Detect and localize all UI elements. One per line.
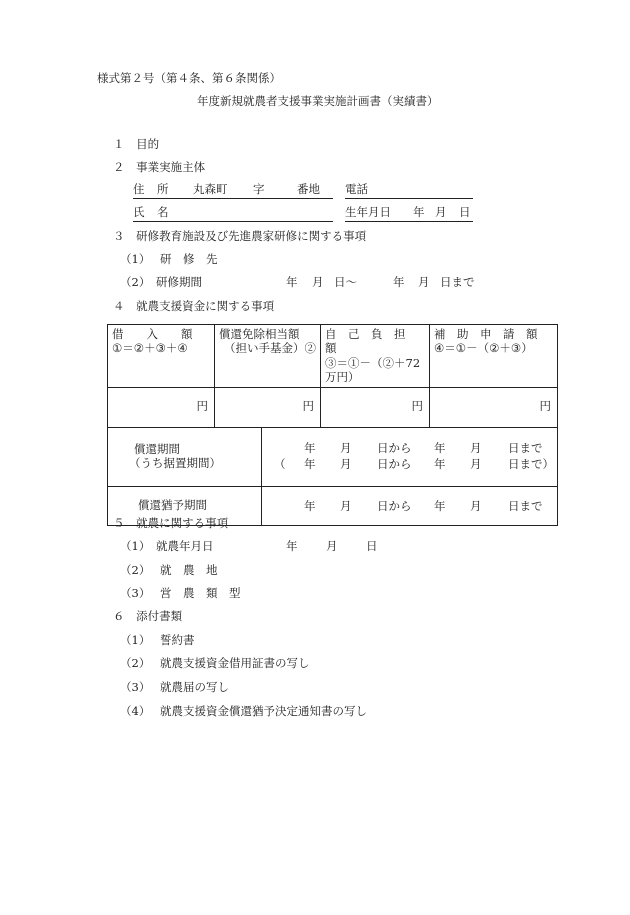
header-top: 借 入 額: [112, 327, 193, 341]
dob-day: 日: [459, 205, 471, 219]
section-number: １: [113, 137, 125, 151]
header-top: 自 己 負 担 額: [325, 327, 417, 356]
section-label: 事業実施主体: [136, 160, 206, 174]
header-subsidy-request: [430, 325, 558, 388]
end-year: 年: [434, 456, 446, 471]
training-site-item: [120, 253, 217, 267]
section-label: 添付書類: [136, 609, 183, 623]
start-month: 月: [340, 440, 352, 455]
form-id: 様式第２号（第４条、第６条関係）: [97, 71, 281, 85]
item-label: 誓約書: [159, 633, 195, 647]
item-label: 営 農 類 型: [159, 586, 241, 600]
item-number: （1）: [120, 252, 151, 266]
paren-open: （: [274, 456, 286, 471]
end-month: 月: [470, 456, 482, 471]
end-month: 月: [418, 275, 430, 289]
end-year: 年: [434, 498, 446, 513]
grace-period-label: 償還猶予期間: [138, 497, 207, 512]
section-3: [113, 230, 366, 244]
item-number: （2）: [120, 275, 151, 289]
funding-table: [107, 324, 558, 526]
end-until-close: 日まで）: [508, 456, 554, 471]
section-4: [113, 300, 274, 314]
section-1: [113, 138, 159, 152]
start-year: 年: [304, 456, 316, 471]
item-label: 就農支援資金借用証書の写し: [159, 656, 310, 670]
start-year: 年: [304, 440, 316, 455]
start-from: 日から: [377, 498, 412, 513]
address-aza: 字: [253, 182, 265, 196]
end-day: 日まで: [440, 275, 475, 289]
loan-amount-cell[interactable]: [108, 387, 215, 427]
dob-year: 年: [413, 205, 425, 219]
self-burden-cell[interactable]: [321, 387, 430, 427]
table-header-row: [108, 325, 558, 388]
section-6: [113, 610, 182, 624]
start-year: 年: [286, 539, 298, 553]
item-number: （4）: [120, 704, 151, 718]
repayment-period-row: [108, 427, 558, 486]
repayment-period-label-cell: [108, 427, 262, 486]
subsidy-request-cell[interactable]: [430, 387, 558, 427]
item-number: （2）: [120, 563, 151, 577]
end-month: 月: [470, 440, 482, 455]
item-number: （2）: [120, 656, 151, 670]
table-value-row: [108, 387, 558, 427]
header-bottom: ①＝②＋③＋④: [112, 341, 188, 356]
start-month: 月: [340, 456, 352, 471]
yen-unit: 円: [411, 399, 423, 414]
start-month: 月: [326, 539, 338, 553]
section-5: [113, 517, 228, 531]
header-top: 補 助 申 請 額: [434, 327, 538, 341]
start-month: 月: [340, 498, 352, 513]
header-bottom: （担い手基金）②: [224, 341, 316, 356]
dob-field[interactable]: [345, 206, 473, 222]
section-number: ５: [113, 516, 125, 530]
section-label: 研修教育施設及び先進農家研修に関する事項: [136, 229, 367, 243]
yen-unit: 円: [196, 399, 208, 414]
section-number: ６: [113, 609, 125, 623]
address-field[interactable]: [133, 183, 333, 199]
grace-period-dates[interactable]: [262, 486, 558, 525]
attachment-item: [120, 681, 229, 695]
end-until: 日まで: [508, 440, 543, 455]
item-label: 研 修 先: [159, 252, 218, 266]
section-2: [113, 161, 205, 175]
header-loan-amount: [108, 325, 215, 388]
section-number: ３: [113, 229, 125, 243]
repayment-date-line: [262, 442, 558, 456]
address-banchi: 番地: [297, 182, 320, 196]
yen-unit: 円: [302, 399, 314, 414]
start-day: 日～: [334, 275, 357, 289]
section-label: 就農支援資金に関する事項: [136, 299, 275, 313]
attachment-item: [120, 657, 309, 671]
header-self-burden: [321, 325, 430, 388]
name-label-1: 氏: [133, 205, 145, 219]
farming-start-item: [120, 540, 380, 555]
section-number: ２: [113, 160, 125, 174]
item-label: 就農届の写し: [159, 680, 229, 694]
item-label: 就農年月日: [156, 539, 214, 553]
grace-date-line: [262, 500, 558, 514]
item-number: （3）: [120, 586, 151, 600]
exemption-amount-cell[interactable]: [215, 387, 321, 427]
start-from: 日から: [377, 456, 412, 471]
start-day: 日: [366, 539, 378, 553]
attachment-item: [120, 705, 367, 719]
start-month: 月: [312, 275, 324, 289]
page-title: 年度新規就農者支援事業実施計画書（実績書）: [197, 94, 439, 108]
farmland-item: [120, 564, 217, 578]
end-year: 年: [434, 440, 446, 455]
deferment-period-label: （うち据置期間）: [129, 455, 221, 470]
address-town: 丸森町: [193, 182, 228, 196]
repayment-period-dates[interactable]: [262, 427, 558, 486]
dob-label: 生年月日: [345, 205, 391, 219]
item-number: （1）: [120, 539, 151, 553]
start-year: 年: [286, 275, 298, 289]
name-label-2: 名: [157, 205, 169, 219]
header-bottom: ④＝①－（②＋③）: [434, 341, 533, 356]
item-label: 就 農 地: [159, 563, 218, 577]
item-number: （3）: [120, 680, 151, 694]
phone-label: 電話: [345, 182, 368, 196]
start-year: 年: [304, 498, 316, 513]
dob-month: 月: [435, 205, 447, 219]
section-label: 目的: [136, 137, 160, 151]
header-top: 償還免除相当額: [219, 327, 300, 341]
attachment-item: [120, 634, 194, 648]
name-field[interactable]: [133, 206, 333, 222]
section-label: 就農に関する事項: [136, 516, 229, 530]
end-year: 年: [393, 275, 405, 289]
address-label-1: 住: [133, 182, 145, 196]
header-exemption-amount: [215, 325, 321, 388]
section-number: ４: [113, 299, 125, 313]
training-period-item: [120, 276, 480, 291]
end-month: 月: [470, 498, 482, 513]
repayment-period-label: 償還期間: [134, 441, 180, 456]
item-label: 研修期間: [156, 275, 202, 289]
start-from: 日から: [377, 440, 412, 455]
address-label-2: 所: [157, 182, 169, 196]
yen-unit: 円: [539, 399, 551, 414]
deferment-date-line: [262, 458, 558, 472]
phone-field[interactable]: [345, 183, 473, 199]
header-bottom: ③＝①－（②＋72万円）: [325, 355, 421, 385]
end-until: 日まで: [508, 498, 543, 513]
item-label: 就農支援資金償還猶予決定通知書の写し: [159, 704, 367, 718]
item-number: （1）: [120, 633, 151, 647]
farming-type-item: [120, 587, 240, 601]
